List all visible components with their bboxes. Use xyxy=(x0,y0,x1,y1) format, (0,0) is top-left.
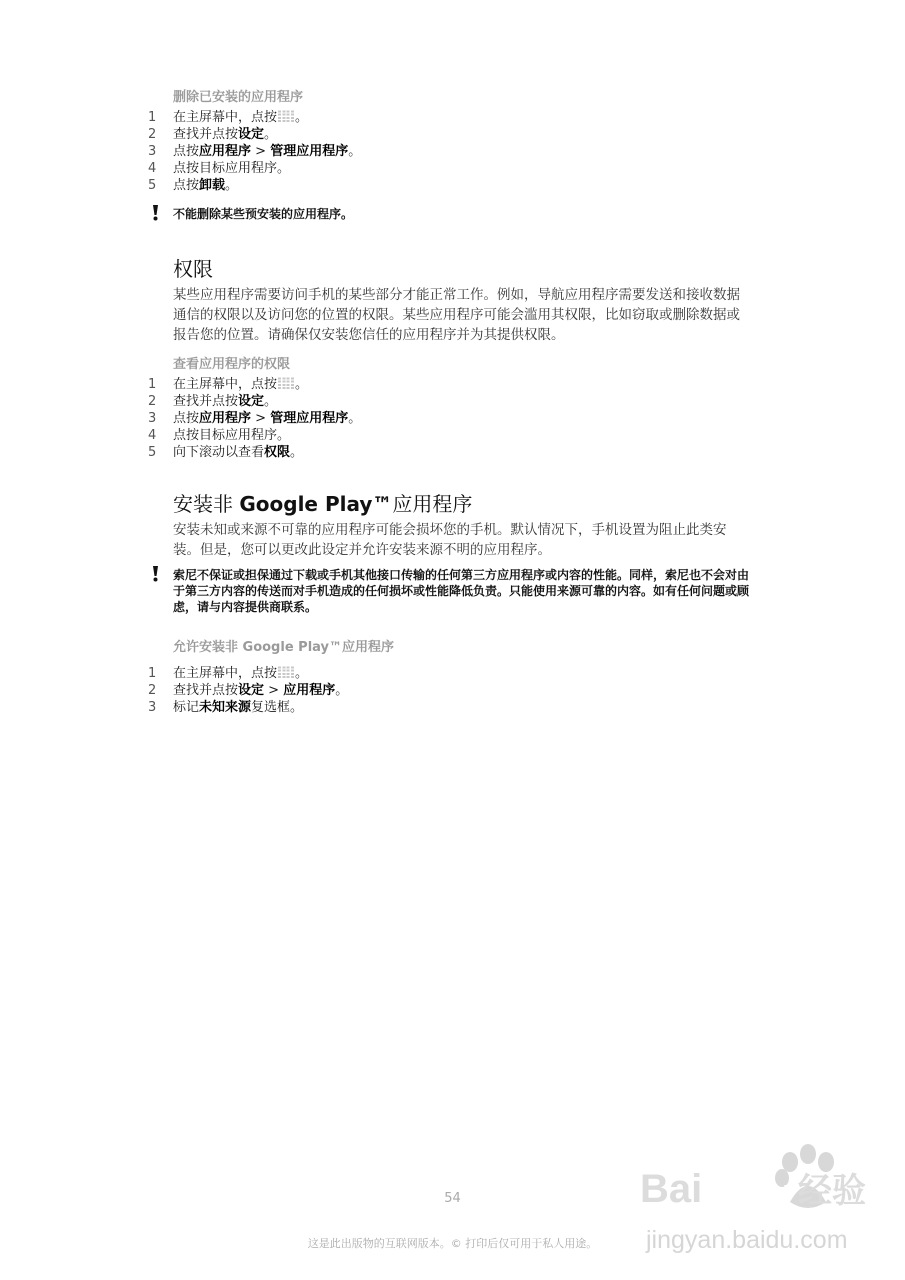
footer-notice: 这是此出版物的互联网版本。© 打印后仅可用于私人用途。 xyxy=(307,1237,598,1250)
paragraph-unknown-sources: 安装未知或来源不可靠的应用程序可能会损坏您的手机。默认情况下，手机设置为阻止此类安装。但是，您可以更改此设定并允许安装来源不明的应用程序。 xyxy=(173,522,727,558)
step-number: 4 xyxy=(148,161,157,176)
step-number: 1 xyxy=(148,666,157,681)
svg-text:du: du xyxy=(752,1173,792,1209)
step-number: 1 xyxy=(148,377,157,392)
step-text: 点按应用程序 > 管理应用程序。 xyxy=(173,411,362,426)
warning-icon xyxy=(148,204,166,222)
page-number: 54 xyxy=(444,1191,461,1206)
step-text: 点按目标应用程序。 xyxy=(173,428,291,443)
step-number: 3 xyxy=(148,700,157,715)
svg-text:jingyan.baidu.com: jingyan.baidu.com xyxy=(646,1226,848,1254)
step-text: 在主屏幕中，点按 。 xyxy=(173,110,309,125)
step-text: 在主屏幕中，点按 。 xyxy=(173,377,309,392)
app-grid-icon xyxy=(278,377,294,389)
step-number: 4 xyxy=(148,428,157,443)
step-number: 2 xyxy=(148,394,157,409)
step-number: 2 xyxy=(148,127,157,142)
step-number: 3 xyxy=(148,411,157,426)
step-text: 标记未知来源复选框。 xyxy=(173,700,304,715)
svg-text:Bai: Bai xyxy=(640,1167,703,1211)
subhead-allow-install: 允许安装非 Google Play™应用程序 xyxy=(173,640,394,655)
svg-text:经验: 经验 xyxy=(798,1171,866,1211)
step-number: 5 xyxy=(148,445,157,460)
step-text: 向下滚动以查看权限。 xyxy=(173,445,304,460)
step-number: 5 xyxy=(148,178,157,193)
step-text: 点按卸载。 xyxy=(173,178,239,193)
heading-permissions: 权限 xyxy=(173,257,213,281)
app-grid-icon xyxy=(278,110,294,122)
baidu-jingyan-watermark xyxy=(640,1140,870,1270)
step-text: 查找并点按设定。 xyxy=(173,394,278,409)
step-number: 2 xyxy=(148,683,157,698)
subhead-delete-apps: 删除已安装的应用程序 xyxy=(173,90,304,105)
step-number: 3 xyxy=(148,144,157,159)
step-number: 1 xyxy=(148,110,157,125)
note-preinstalled: 不能删除某些预安装的应用程序。 xyxy=(173,207,354,221)
app-grid-icon xyxy=(278,666,294,678)
step-text: 查找并点按设定 > 应用程序。 xyxy=(173,683,349,698)
note-sony-disclaimer: 索尼不保证或担保通过下载或手机其他接口传输的任何第三方应用程序或内容的性能。同样，索尼也不会对由于第三方内容的传送而对手机造成的任何损坏或性能降低负责。只能使用来源可靠的内容。如有任何问题或顾虑，请与内容提供商联系。 xyxy=(173,568,750,614)
step-text: 在主屏幕中，点按 。 xyxy=(173,666,309,681)
step-text: 点按目标应用程序。 xyxy=(173,161,291,176)
step-text: 点按应用程序 > 管理应用程序。 xyxy=(173,144,362,159)
subhead-view-permissions: 查看应用程序的权限 xyxy=(173,357,291,372)
warning-icon xyxy=(148,565,166,583)
heading-non-google-play: 安装非 Google Play™应用程序 xyxy=(173,492,473,516)
paragraph-permissions: 某些应用程序需要访问手机的某些部分才能正常工作。例如，导航应用程序需要发送和接收数据通信的权限以及访问您的位置的权限。某些应用程序可能会滥用其权限，比如窃取或删除数据或报告您的位置。请确保仅安装您信任的应用程序并为其提供权限。 xyxy=(173,287,740,343)
step-text: 查找并点按设定。 xyxy=(173,127,278,142)
